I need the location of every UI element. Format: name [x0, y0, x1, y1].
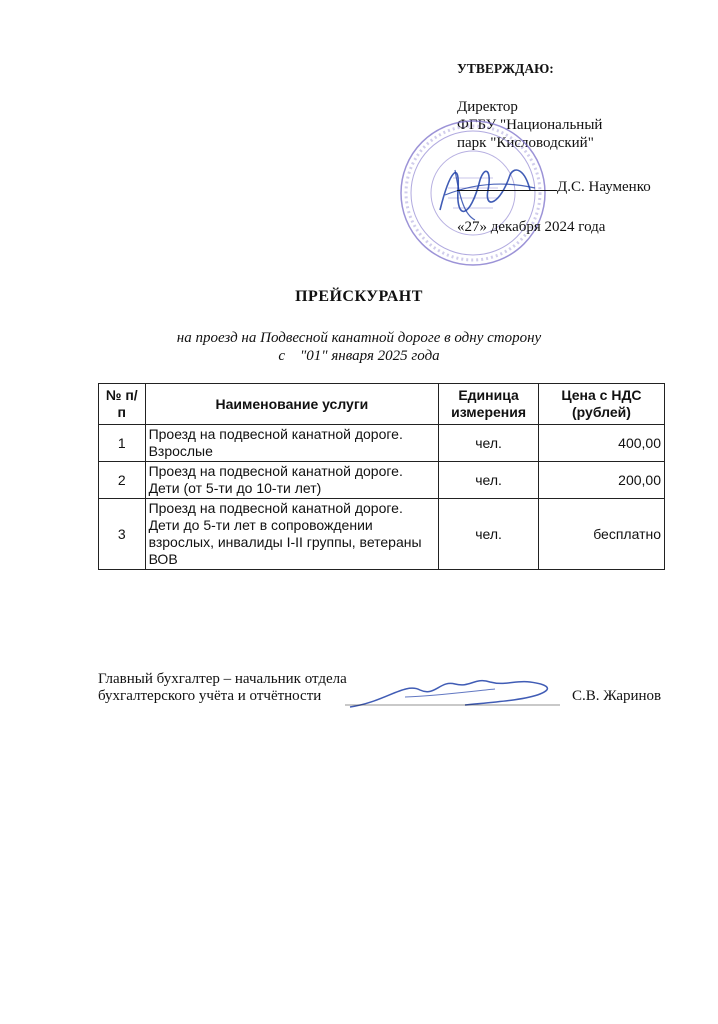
row-unit: чел.	[439, 462, 539, 499]
approval-date: «27» декабря 2024 года	[457, 219, 606, 235]
price-table	[98, 383, 665, 570]
footer-position	[98, 671, 347, 705]
approval-signature-line	[457, 176, 653, 196]
row-service: Проезд на подвесной канатной дороге. Взрослые	[145, 425, 439, 462]
footer-signer: С.В. Жаринов	[572, 688, 662, 704]
document-title: ПРЕЙСКУРАНТ	[295, 288, 423, 305]
header-price: Цена с НДС (рублей)	[538, 384, 664, 425]
footer-position-line2: бухгалтерского учёта и отчётности	[98, 688, 322, 704]
table-header-row	[99, 384, 665, 425]
subtitle-line1: на проезд на Подвесной канатной дороге в одну сторону	[176, 330, 542, 346]
table-row	[99, 499, 665, 570]
row-price: 200,00	[538, 462, 664, 499]
approval-org-line1: ФГБУ "Национальный	[457, 117, 603, 133]
row-num: 1	[99, 425, 146, 462]
header-num: № п/п	[99, 384, 146, 425]
row-service: Проезд на подвесной канатной дороге. Дети (от 5-ти до 10-ти лет)	[145, 462, 439, 499]
row-unit: чел.	[439, 425, 539, 462]
approval-signer: Д.С. Науменко	[557, 179, 651, 195]
row-num: 2	[99, 462, 146, 499]
table-row	[99, 462, 665, 499]
row-unit: чел.	[439, 499, 539, 570]
approval-org-line2: парк "Кисловодский"	[457, 135, 594, 151]
row-price: бесплатно	[538, 499, 664, 570]
row-num: 3	[99, 499, 146, 570]
approval-title: УТВЕРЖДАЮ:	[457, 61, 554, 76]
row-price: 400,00	[538, 425, 664, 462]
header-unit: Единица измерения	[439, 384, 539, 425]
document-subtitle	[0, 329, 718, 365]
approval-position: Директор	[457, 99, 518, 115]
row-service: Проезд на подвесной канатной дороге. Дети до 5-ти лет в сопровождении взрослых, инвалиды I-II группы, ветераны ВОВ	[145, 499, 439, 570]
table-row	[99, 425, 665, 462]
header-name: Наименование услуги	[145, 384, 439, 425]
signature-underline	[457, 176, 557, 191]
footer-position-line1: Главный бухгалтер – начальник отдела	[98, 671, 347, 687]
accountant-signature	[345, 672, 560, 717]
subtitle-line2: с "01" января 2025 года	[278, 348, 440, 364]
